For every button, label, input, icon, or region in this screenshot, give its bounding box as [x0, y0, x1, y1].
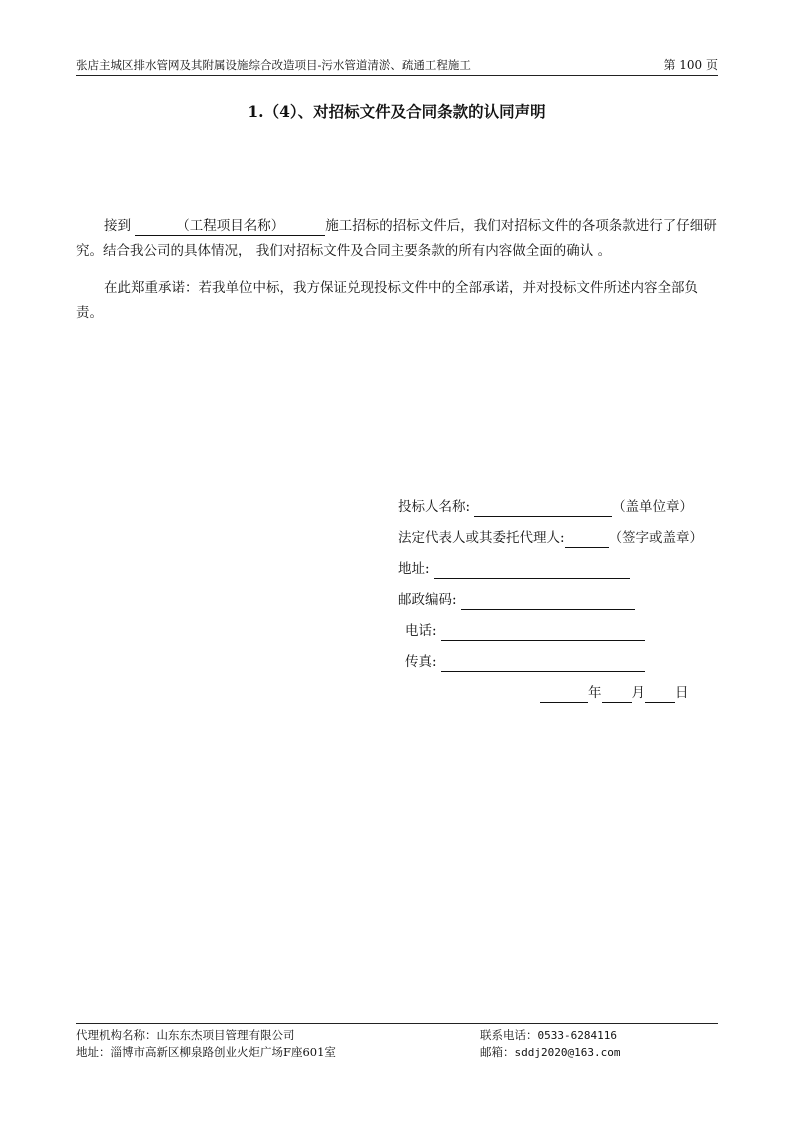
bidder-name-row	[398, 496, 693, 518]
footer-email-value: sddj2020@163.com	[514, 1046, 621, 1059]
address-line	[434, 564, 630, 579]
footer-phone-label: 联系电话：	[480, 1028, 538, 1042]
header-project-name: 张店主城区排水管网及其附属设施综合改造项目-污水管道清淤、疏通工程施工	[76, 58, 471, 72]
footer-agency-label: 代理机构名称：	[76, 1028, 157, 1042]
paragraph-receipt	[76, 214, 718, 264]
fax-row	[405, 651, 645, 673]
page-header	[76, 55, 718, 76]
postcode-row	[398, 589, 635, 611]
representative-note: （签字或盖章）	[608, 530, 704, 546]
representative-label: 法定代表人或其委托代理人:	[398, 530, 565, 546]
address-row	[398, 558, 630, 580]
year-line	[540, 688, 588, 703]
fax-label: 传真:	[405, 654, 437, 670]
address-label: 地址:	[398, 561, 430, 577]
footer-agency	[76, 1027, 295, 1043]
representative-line	[565, 533, 609, 548]
p1-body: 施工招标的招标文件后，我们对招标文件的各项条款进行了仔细研究。结合我公司的具体情况， 我们对招标文件及合同主要条款的所有内容做全面的确认 。	[76, 218, 717, 259]
phone-row	[405, 620, 645, 642]
phone-line	[441, 626, 645, 641]
footer-address-label: 地址：	[76, 1045, 111, 1059]
postcode-line	[461, 595, 635, 610]
month-label: 月	[631, 685, 645, 701]
p1-lead: 接到	[104, 218, 136, 234]
bidder-name-label: 投标人名称:	[398, 499, 471, 515]
date-row	[540, 682, 689, 704]
day-label: 日	[675, 685, 689, 701]
project-name-field: （工程项目名称）	[135, 217, 325, 236]
footer-phone	[480, 1027, 617, 1043]
footer-agency-name: 山东东杰项目管理有限公司	[156, 1028, 295, 1042]
page-footer	[76, 1023, 718, 1062]
footer-email-label: 邮箱：	[480, 1045, 515, 1059]
day-line	[645, 688, 675, 703]
year-label: 年	[588, 685, 602, 701]
representative-row	[398, 527, 703, 549]
header-page-number: 第 100 页	[663, 58, 718, 72]
fax-line	[441, 657, 645, 672]
phone-label: 电话:	[405, 623, 437, 639]
postcode-label: 邮政编码:	[398, 592, 457, 608]
month-line	[602, 688, 632, 703]
footer-phone-value: 0533-6284116	[537, 1029, 617, 1042]
footer-email	[480, 1044, 620, 1060]
bidder-name-line	[474, 502, 612, 517]
bidder-name-note: （盖单位章）	[612, 499, 694, 515]
document-title: 1.（4）、对招标文件及合同条款的认同声明	[247, 102, 546, 121]
footer-address	[76, 1044, 336, 1060]
paragraph-commitment: 在此郑重承诺：若我单位中标，我方保证兑现投标文件中的全部承诺，并对投标文件所述内容全部负责。	[76, 280, 698, 321]
footer-address-value: 淄博市高新区柳泉路创业火炬广场F座601室	[110, 1045, 336, 1059]
